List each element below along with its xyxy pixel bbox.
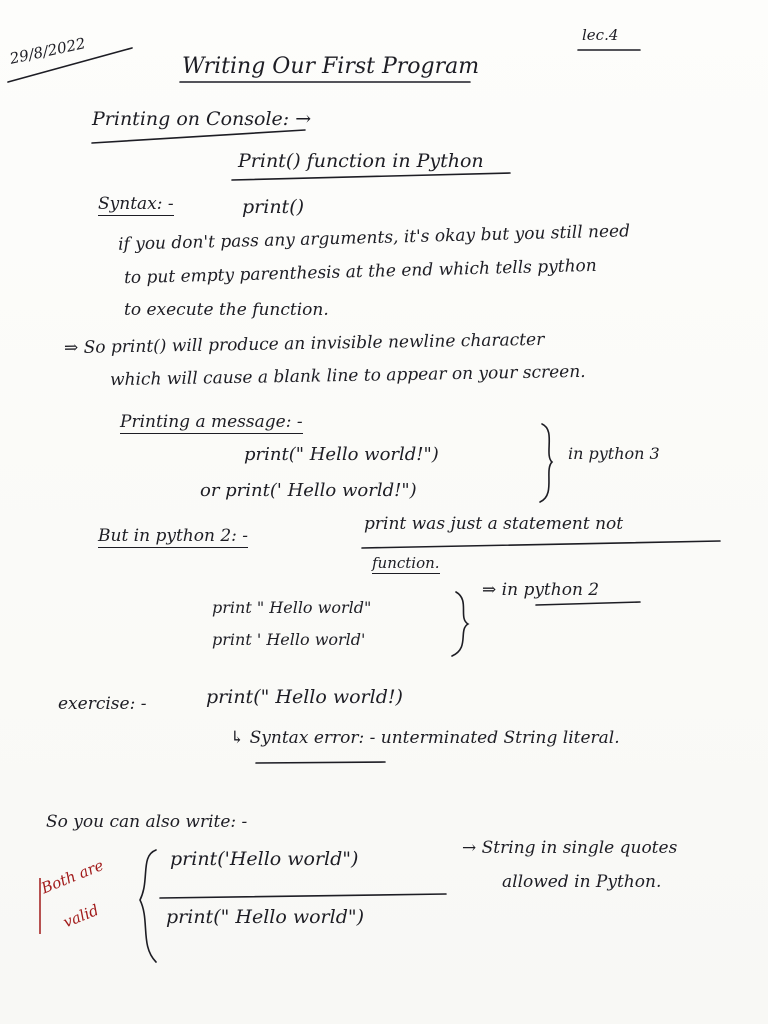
lecture-number: lec.4 — [582, 26, 619, 44]
syntax-call: print() — [242, 196, 305, 218]
syntax-text-line-3: to execute the function. — [124, 300, 329, 320]
error-text: - unterminated String literal. — [369, 728, 620, 748]
python2-statement-line-2: function. — [372, 554, 440, 572]
page-title: Writing Our First Program — [182, 54, 480, 79]
syntax-label: Syntax: - — [98, 194, 174, 214]
exercise-label: exercise: - — [58, 694, 147, 714]
python2-statement-line-1: print was just a statement not — [364, 514, 624, 534]
syntax-text-line-1: if you don't pass any arguments, it's okay but you still need — [117, 221, 631, 255]
margin-note-line-1: Both are — [38, 856, 107, 898]
syntax-text-line-2: to put empty parenthesis at the end which tells python — [123, 255, 597, 289]
python2-example-1: print " Hello world" — [212, 598, 372, 617]
exercise-error — [230, 728, 620, 748]
single-quotes-note-line-2: allowed in Python. — [502, 872, 662, 892]
python2-example-2: print ' Hello world' — [212, 630, 366, 649]
also-write-label: So you can also write: - — [46, 812, 248, 832]
python3-note: in python 3 — [568, 444, 660, 463]
message-example-1: print(" Hello world!") — [244, 444, 439, 465]
section-heading-printing: Printing on Console: → — [92, 108, 312, 130]
exercise-code: print(" Hello world!) — [206, 686, 403, 708]
margin-note-line-2: valid — [60, 900, 102, 932]
printing-message-heading: Printing a message: - — [120, 412, 303, 432]
error-arrow-icon: ↳ — [230, 728, 245, 748]
valid-print-2: print(" Hello world") — [166, 906, 365, 928]
error-label: Syntax error: — [249, 728, 365, 748]
valid-print-1: print('Hello world") — [170, 848, 359, 870]
python2-note: ⇒ in python 2 — [482, 580, 600, 600]
newline-note-line-1: ⇒ So print() will produce an invisible newline character — [63, 329, 545, 359]
newline-note-line-2: which will cause a blank line to appear on your screen. — [109, 361, 586, 391]
python2-heading: But in python 2: - — [98, 526, 249, 546]
single-quotes-note-line-1: → String in single quotes — [462, 838, 678, 858]
date: 29/8/2022 — [8, 34, 88, 68]
section-subheading: Print() function in Python — [238, 150, 484, 172]
message-example-2: or print(' Hello world!") — [200, 480, 417, 501]
